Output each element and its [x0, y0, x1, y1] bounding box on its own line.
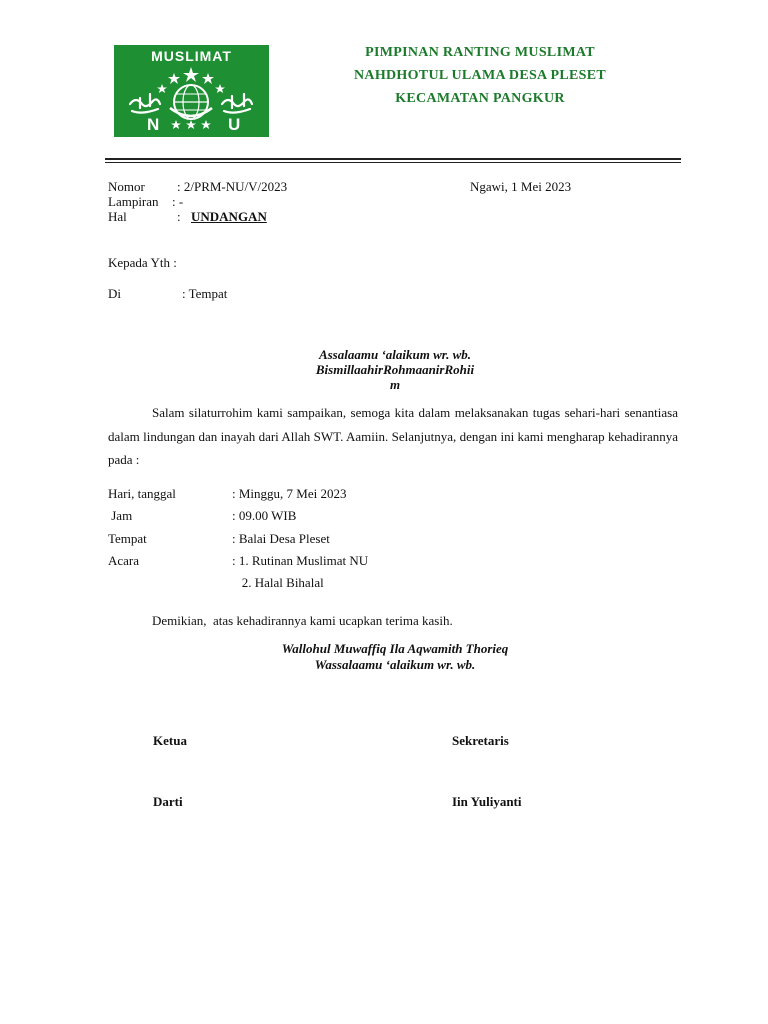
- detail-label-hari: Hari, tanggal: [108, 486, 176, 501]
- logo-letter-u: U: [228, 115, 241, 134]
- salam-opening: Assalaamu ‘alaikum wr. wb.: [318, 347, 472, 362]
- closing-line-1: Wallohul Muwaffiq Ila Aqwamith Thorieq: [281, 641, 509, 656]
- header-divider-thin: [105, 162, 681, 163]
- detail-value-acara-1: : 1. Rutinan Muslimat NU: [232, 553, 369, 568]
- kepada-yth: Kepada Yth :: [108, 255, 177, 270]
- detail-label-jam: Jam: [108, 508, 133, 523]
- header-line-2: NAHDHOTUL ULAMA DESA PLESET: [354, 68, 606, 83]
- nomor-label: Nomor: [108, 179, 145, 194]
- body-paragraph: [108, 401, 678, 472]
- signature-title-sekretaris: Sekretaris: [452, 733, 509, 748]
- muslimat-nu-logo: [114, 45, 269, 137]
- detail-value-tempat: : Balai Desa Pleset: [232, 531, 330, 546]
- di-label: Di: [108, 286, 121, 301]
- nomor-value: : 2/PRM-NU/V/2023: [177, 179, 288, 194]
- lampiran-value: : -: [172, 194, 184, 209]
- body-paragraph-text: Salam silaturrohim kami sampaikan, semoga kita dalam melaksanakan tugas sehari-hari senantiasa dalam lindungan dan inayah dari Allah SWT. Aamiin. Selanjutnya, dengan ini kami mengharap kehadirannya pada :: [108, 405, 678, 467]
- detail-value-jam: : 09.00 WIB: [232, 508, 297, 523]
- closing-text: Demikian, atas kehadirannya kami ucapkan terima kasih.: [152, 613, 453, 628]
- basmalah-line-1: BismillaahirRohmaanirRohii: [315, 362, 475, 377]
- closing-line-2: Wassalaamu ‘alaikum wr. wb.: [314, 657, 476, 672]
- header-line-1: PIMPINAN RANTING MUSLIMAT: [365, 45, 595, 60]
- basmalah-line-2: m: [389, 377, 401, 392]
- logo-letter-n: N: [147, 115, 160, 134]
- di-value: : Tempat: [182, 286, 228, 301]
- lampiran-label: Lampiran: [108, 194, 159, 209]
- detail-label-tempat: Tempat: [108, 531, 147, 546]
- hal-colon: :: [177, 209, 181, 224]
- signature-name-ketua: Darti: [153, 794, 183, 809]
- header-line-3: KECAMATAN PANGKUR: [395, 91, 565, 106]
- detail-label-acara: Acara: [108, 553, 140, 568]
- header-divider-thick: [105, 158, 681, 160]
- signature-title-ketua: Ketua: [153, 733, 187, 748]
- logo-top-text: MUSLIMAT: [151, 48, 232, 64]
- hal-label: Hal: [108, 209, 127, 224]
- hal-value: UNDANGAN: [191, 209, 267, 224]
- place-date: Ngawi, 1 Mei 2023: [470, 179, 572, 194]
- signature-name-sekretaris: Iin Yuliyanti: [452, 794, 522, 809]
- detail-value-hari: : Minggu, 7 Mei 2023: [232, 486, 347, 501]
- detail-value-acara-2: 2. Halal Bihalal: [232, 575, 324, 590]
